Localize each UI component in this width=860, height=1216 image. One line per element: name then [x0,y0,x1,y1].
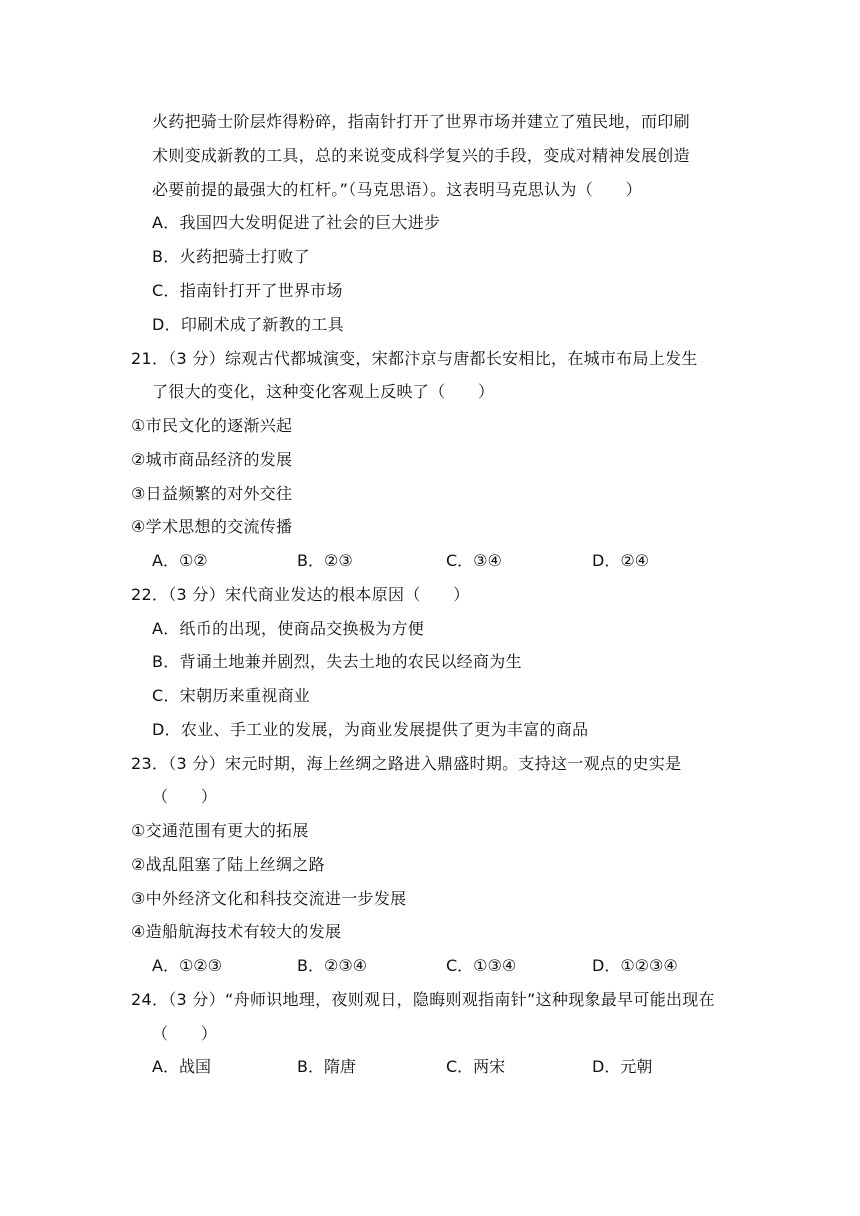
q23-item-4: ④造船航海技术有较大的发展 [131,922,342,941]
q22-stem: 22．（3 分）宋代商业发达的根本原因（ ） [131,585,470,604]
q20-text-line-3: 必要前提的最强大的杠杆。”（马克思语）。这表明马克思认为（ ） [152,180,642,199]
q21-choice-a[interactable]: A．①② [152,551,208,570]
q23-choice-a[interactable]: A．①②③ [152,956,222,975]
q21-choice-d[interactable]: D．②④ [592,551,650,570]
q22-option-b[interactable]: B．背诵土地兼并剧烈，失去土地的农民以经商为生 [152,652,522,671]
q21-choice-c[interactable]: C．③④ [446,551,502,570]
q21-stem-line-1: 21．（3 分）综观古代都城演变，宋都汴京与唐都长安相比，在城市布局上发生 [131,349,698,368]
q21-stem-line-2: 了很大的变化，这种变化客观上反映了（ ） [152,382,495,401]
q21-item-3: ③日益频繁的对外交往 [131,484,293,503]
q22-option-a[interactable]: A．纸币的出现，使商品交换极为方便 [152,619,425,638]
q23-stem-line-1: 23．（3 分）宋元时期，海上丝绸之路进入鼎盛时期。支持这一观点的史实是 [131,754,682,773]
q24-stem-line-1: 24．（3 分）“舟师识地理，夜则观日，隐晦则观指南针”这种现象最早可能出现在 [131,990,715,1009]
q21-item-2: ②城市商品经济的发展 [131,450,293,469]
q24-choice-b[interactable]: B．隋唐 [297,1057,356,1076]
q20-text-line-2: 术则变成新教的工具，总的来说变成科学复兴的手段，变成对精神发展创造 [152,146,690,165]
q22-option-d[interactable]: D．农业、手工业的发展，为商业发展提供了更为丰富的商品 [152,720,589,739]
q24-choice-a[interactable]: A．战国 [152,1057,211,1076]
q20-option-b[interactable]: B．火药把骑士打败了 [152,247,310,266]
q22-option-c[interactable]: C．宋朝历来重视商业 [152,686,311,705]
q20-option-c[interactable]: C．指南针打开了世界市场 [152,281,343,300]
q20-text-line-1: 火药把骑士阶层炸得粉碎，指南针打开了世界市场并建立了殖民地，而印刷 [152,112,690,131]
q21-choice-b[interactable]: B．②③ [297,551,353,570]
q24-choice-c[interactable]: C．两宋 [446,1057,506,1076]
q20-option-d[interactable]: D．印刷术成了新教的工具 [152,315,344,334]
q23-stem-line-2: （ ） [152,787,218,806]
q23-item-1: ①交通范围有更大的拓展 [131,821,309,840]
q21-item-4: ④学术思想的交流传播 [131,517,293,536]
q23-choice-b[interactable]: B．②③④ [297,956,368,975]
q21-item-1: ①市民文化的逐渐兴起 [131,416,293,435]
q24-choice-d[interactable]: D．元朝 [592,1057,653,1076]
q23-item-2: ②战乱阻塞了陆上丝绸之路 [131,855,325,874]
q23-item-3: ③中外经济文化和科技交流进一步发展 [131,889,407,908]
q23-choice-c[interactable]: C．①③④ [446,956,517,975]
q20-option-a[interactable]: A．我国四大发明促进了社会的巨大进步 [152,213,441,232]
q23-choice-d[interactable]: D．①②③④ [592,956,678,975]
q24-stem-line-2: （ ） [152,1024,218,1043]
